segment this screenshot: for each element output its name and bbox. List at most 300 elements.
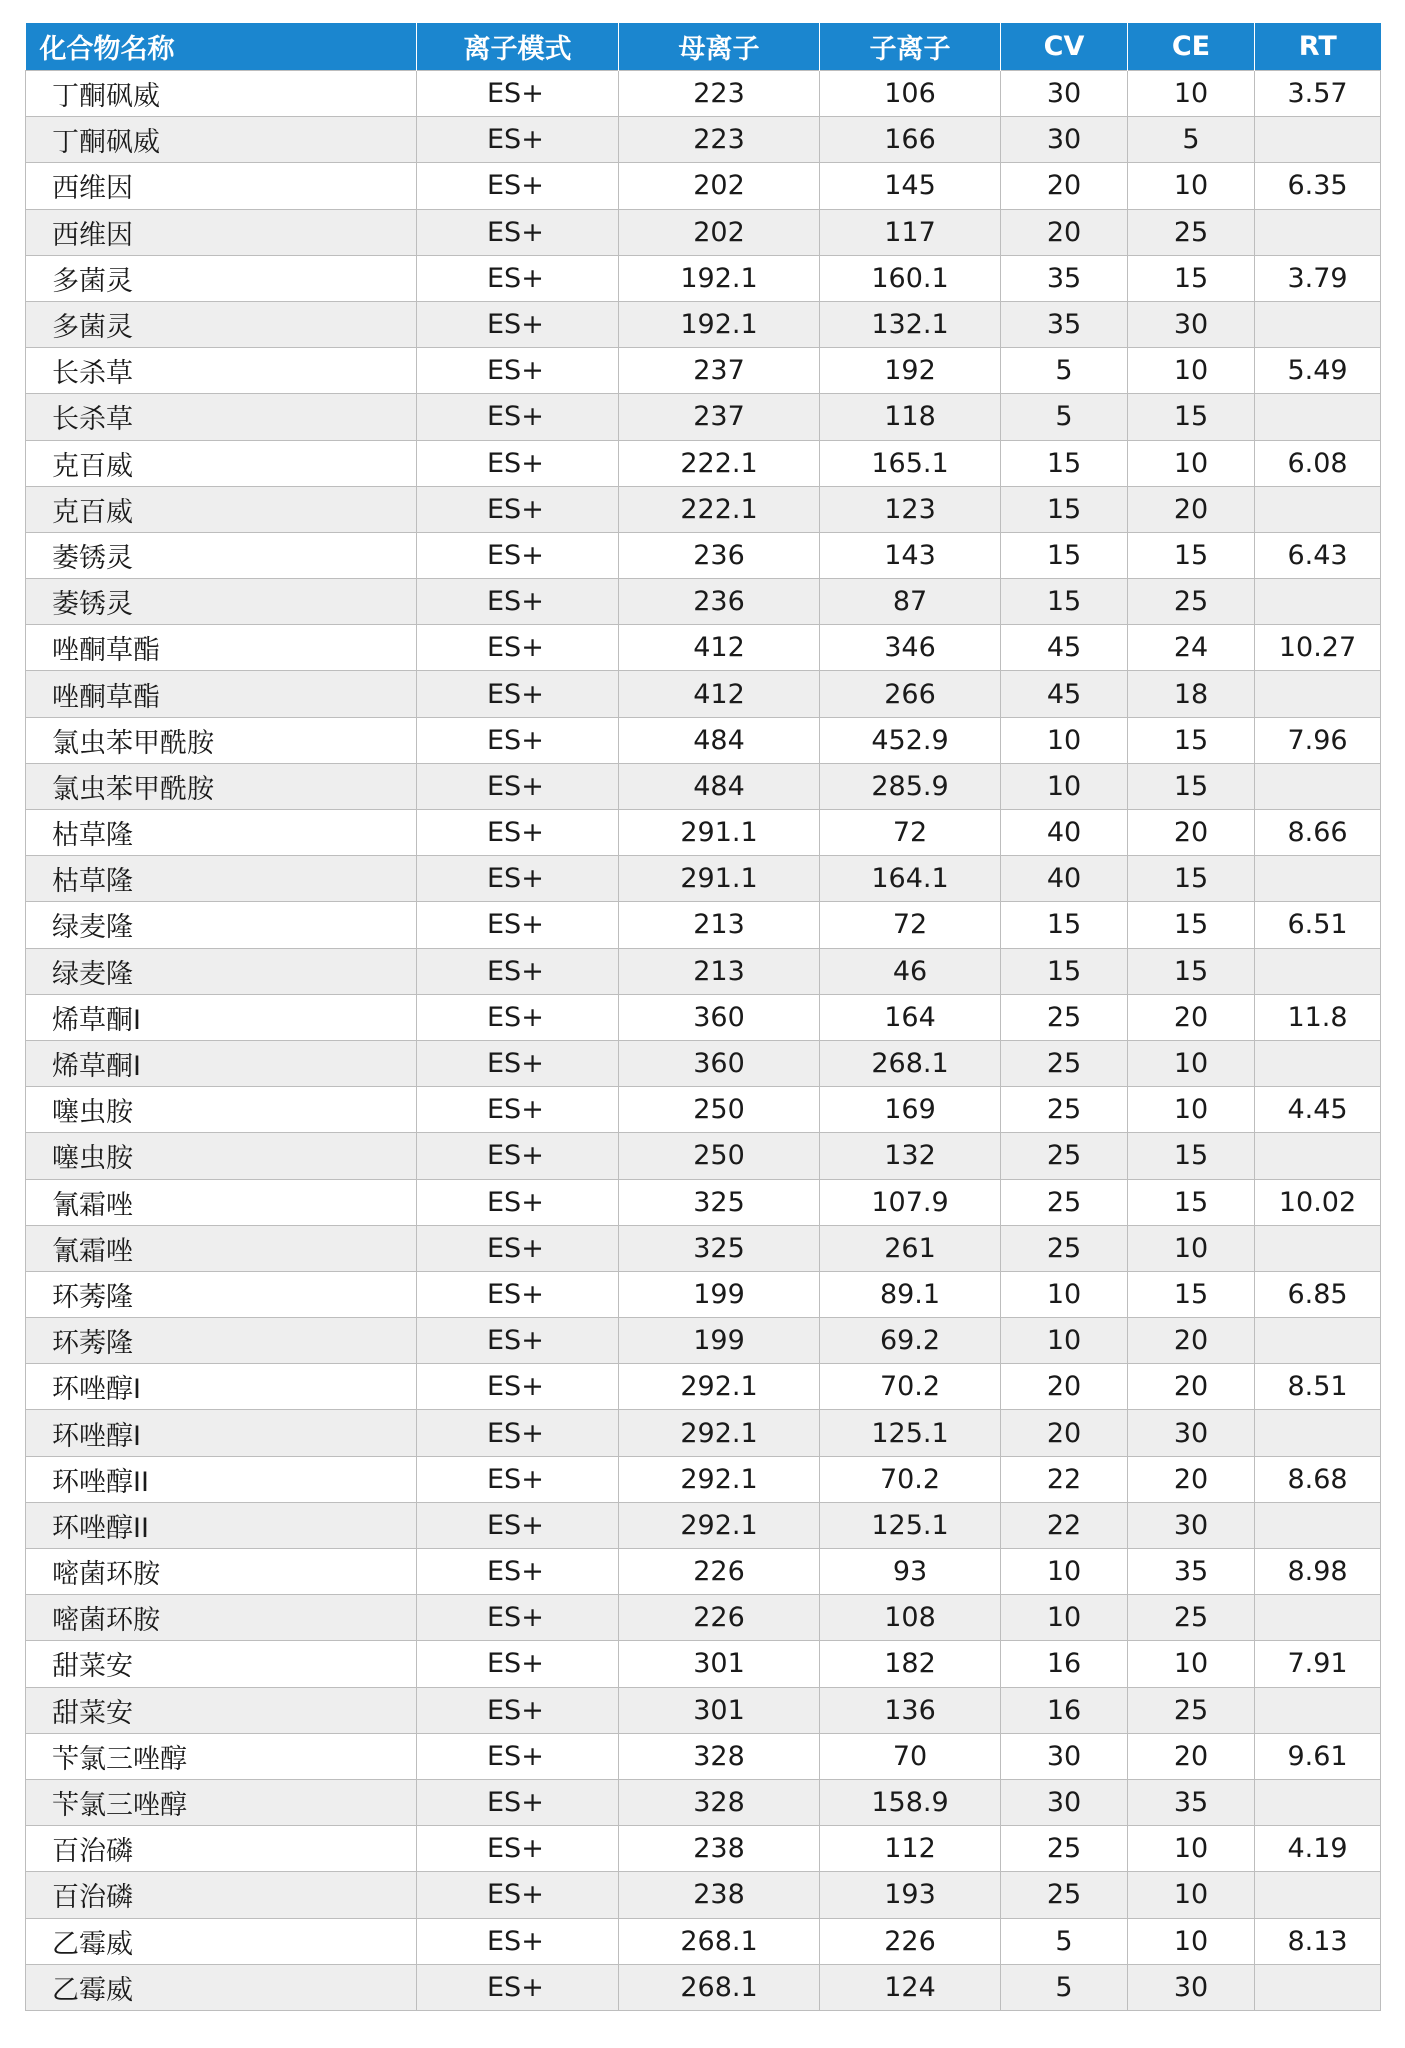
cell-precursor-ion: 292.1 [619, 1456, 820, 1502]
cell-cv: 22 [1001, 1502, 1128, 1548]
cell-product-ion: 72 [820, 810, 1001, 856]
cell-compound-name: 氯虫苯甲酰胺 [26, 717, 417, 763]
cell-precursor-ion: 223 [619, 71, 820, 117]
table-row [26, 348, 1381, 394]
cell-ce: 15 [1128, 856, 1255, 902]
cell-ion-mode: ES+ [417, 1872, 619, 1918]
cell-ce: 20 [1128, 1364, 1255, 1410]
cell-ce: 15 [1128, 1133, 1255, 1179]
table-row [26, 717, 1381, 763]
cell-product-ion: 261 [820, 1225, 1001, 1271]
cell-compound-name: 多菌灵 [26, 255, 417, 301]
cell-compound-name: 克百威 [26, 486, 417, 532]
cell-rt [1255, 579, 1381, 625]
cell-cv: 22 [1001, 1456, 1128, 1502]
cell-rt [1255, 301, 1381, 347]
table-row [26, 1687, 1381, 1733]
cell-ce: 10 [1128, 1040, 1255, 1086]
cell-ce: 15 [1128, 1179, 1255, 1225]
cell-compound-name: 枯草隆 [26, 856, 417, 902]
cell-precursor-ion: 202 [619, 163, 820, 209]
cell-ion-mode: ES+ [417, 763, 619, 809]
cell-precursor-ion: 222.1 [619, 486, 820, 532]
header-cv: CV [1001, 23, 1128, 71]
cell-rt: 8.98 [1255, 1549, 1381, 1595]
cell-precursor-ion: 301 [619, 1641, 820, 1687]
cell-cv: 15 [1001, 486, 1128, 532]
cell-precursor-ion: 213 [619, 948, 820, 994]
cell-cv: 5 [1001, 1964, 1128, 2010]
cell-cv: 20 [1001, 209, 1128, 255]
cell-product-ion: 107.9 [820, 1179, 1001, 1225]
table-row [26, 1872, 1381, 1918]
header-product-ion: 子离子 [820, 23, 1001, 71]
cell-precursor-ion: 268.1 [619, 1964, 820, 2010]
cell-compound-name: 氯虫苯甲酰胺 [26, 763, 417, 809]
cell-cv: 15 [1001, 532, 1128, 578]
table-row [26, 1964, 1381, 2010]
cell-ion-mode: ES+ [417, 394, 619, 440]
cell-cv: 10 [1001, 1595, 1128, 1641]
cell-ion-mode: ES+ [417, 1364, 619, 1410]
cell-product-ion: 346 [820, 625, 1001, 671]
table-row [26, 579, 1381, 625]
table-row [26, 1271, 1381, 1317]
table-row [26, 948, 1381, 994]
cell-cv: 25 [1001, 1040, 1128, 1086]
cell-cv: 45 [1001, 625, 1128, 671]
cell-ce: 15 [1128, 717, 1255, 763]
cell-ion-mode: ES+ [417, 1826, 619, 1872]
cell-product-ion: 160.1 [820, 255, 1001, 301]
cell-ion-mode: ES+ [417, 1779, 619, 1825]
cell-rt [1255, 948, 1381, 994]
table-row [26, 117, 1381, 163]
compound-table-container [25, 23, 1380, 2011]
cell-ce: 10 [1128, 1918, 1255, 1964]
header-ion-mode: 离子模式 [417, 23, 619, 71]
cell-compound-name: 西维因 [26, 209, 417, 255]
cell-cv: 25 [1001, 1826, 1128, 1872]
table-row [26, 1779, 1381, 1825]
cell-rt: 11.8 [1255, 994, 1381, 1040]
cell-cv: 10 [1001, 1549, 1128, 1595]
cell-cv: 16 [1001, 1641, 1128, 1687]
cell-rt [1255, 763, 1381, 809]
cell-cv: 40 [1001, 810, 1128, 856]
cell-rt [1255, 1040, 1381, 1086]
cell-compound-name: 氰霜唑 [26, 1179, 417, 1225]
cell-rt [1255, 1595, 1381, 1641]
cell-ion-mode: ES+ [417, 1918, 619, 1964]
cell-product-ion: 169 [820, 1087, 1001, 1133]
cell-product-ion: 87 [820, 579, 1001, 625]
cell-compound-name: 唑酮草酯 [26, 625, 417, 671]
cell-product-ion: 70 [820, 1733, 1001, 1779]
cell-ion-mode: ES+ [417, 1225, 619, 1271]
cell-ce: 15 [1128, 902, 1255, 948]
cell-precursor-ion: 328 [619, 1779, 820, 1825]
cell-ce: 18 [1128, 671, 1255, 717]
cell-ion-mode: ES+ [417, 579, 619, 625]
table-row [26, 1040, 1381, 1086]
cell-ion-mode: ES+ [417, 671, 619, 717]
cell-compound-name: 环莠隆 [26, 1271, 417, 1317]
cell-rt: 6.08 [1255, 440, 1381, 486]
cell-compound-name: 乙霉威 [26, 1964, 417, 2010]
cell-precursor-ion: 268.1 [619, 1918, 820, 1964]
cell-precursor-ion: 223 [619, 117, 820, 163]
cell-compound-name: 百治磷 [26, 1872, 417, 1918]
cell-ion-mode: ES+ [417, 1641, 619, 1687]
cell-cv: 35 [1001, 301, 1128, 347]
cell-cv: 25 [1001, 1872, 1128, 1918]
cell-ion-mode: ES+ [417, 1179, 619, 1225]
cell-rt: 6.51 [1255, 902, 1381, 948]
table-row [26, 486, 1381, 532]
cell-cv: 30 [1001, 1733, 1128, 1779]
cell-compound-name: 苄氯三唑醇 [26, 1779, 417, 1825]
cell-compound-name: 绿麦隆 [26, 948, 417, 994]
table-row [26, 671, 1381, 717]
cell-ion-mode: ES+ [417, 1456, 619, 1502]
cell-compound-name: 克百威 [26, 440, 417, 486]
cell-compound-name: 枯草隆 [26, 810, 417, 856]
cell-ion-mode: ES+ [417, 948, 619, 994]
cell-compound-name: 萎锈灵 [26, 532, 417, 578]
cell-product-ion: 192 [820, 348, 1001, 394]
cell-ion-mode: ES+ [417, 348, 619, 394]
cell-ce: 30 [1128, 301, 1255, 347]
table-header [26, 23, 1381, 71]
cell-ion-mode: ES+ [417, 1964, 619, 2010]
cell-ion-mode: ES+ [417, 625, 619, 671]
cell-rt: 10.27 [1255, 625, 1381, 671]
cell-ce: 20 [1128, 810, 1255, 856]
cell-rt [1255, 1872, 1381, 1918]
cell-product-ion: 124 [820, 1964, 1001, 2010]
cell-product-ion: 132 [820, 1133, 1001, 1179]
cell-rt [1255, 394, 1381, 440]
cell-cv: 35 [1001, 255, 1128, 301]
cell-compound-name: 唑酮草酯 [26, 671, 417, 717]
cell-precursor-ion: 325 [619, 1225, 820, 1271]
cell-rt: 9.61 [1255, 1733, 1381, 1779]
cell-rt [1255, 1687, 1381, 1733]
cell-cv: 45 [1001, 671, 1128, 717]
cell-cv: 25 [1001, 1225, 1128, 1271]
table-row [26, 1826, 1381, 1872]
cell-ce: 10 [1128, 163, 1255, 209]
cell-rt [1255, 1318, 1381, 1364]
cell-ce: 30 [1128, 1502, 1255, 1548]
cell-cv: 25 [1001, 1179, 1128, 1225]
cell-rt [1255, 1502, 1381, 1548]
cell-rt [1255, 856, 1381, 902]
cell-cv: 5 [1001, 394, 1128, 440]
cell-ion-mode: ES+ [417, 532, 619, 578]
cell-cv: 15 [1001, 902, 1128, 948]
cell-cv: 25 [1001, 1133, 1128, 1179]
cell-compound-name: 噻虫胺 [26, 1087, 417, 1133]
table-row [26, 1179, 1381, 1225]
table-row [26, 1133, 1381, 1179]
cell-ce: 15 [1128, 394, 1255, 440]
cell-compound-name: 多菌灵 [26, 301, 417, 347]
cell-compound-name: 乙霉威 [26, 1918, 417, 1964]
cell-product-ion: 182 [820, 1641, 1001, 1687]
cell-product-ion: 72 [820, 902, 1001, 948]
cell-product-ion: 164.1 [820, 856, 1001, 902]
table-body [26, 71, 1381, 2011]
cell-cv: 30 [1001, 1779, 1128, 1825]
cell-ce: 20 [1128, 994, 1255, 1040]
cell-cv: 20 [1001, 163, 1128, 209]
cell-precursor-ion: 199 [619, 1318, 820, 1364]
table-row [26, 1502, 1381, 1548]
cell-compound-name: 苄氯三唑醇 [26, 1733, 417, 1779]
cell-product-ion: 266 [820, 671, 1001, 717]
cell-compound-name: 西维因 [26, 163, 417, 209]
table-row [26, 1318, 1381, 1364]
cell-ce: 10 [1128, 1826, 1255, 1872]
cell-ion-mode: ES+ [417, 163, 619, 209]
cell-rt: 8.66 [1255, 810, 1381, 856]
cell-ce: 20 [1128, 1733, 1255, 1779]
compound-parameter-table [25, 23, 1381, 2011]
cell-ce: 10 [1128, 1225, 1255, 1271]
cell-rt: 7.96 [1255, 717, 1381, 763]
cell-compound-name: 环唑醇I [26, 1364, 417, 1410]
cell-rt: 7.91 [1255, 1641, 1381, 1687]
cell-rt: 6.85 [1255, 1271, 1381, 1317]
cell-product-ion: 117 [820, 209, 1001, 255]
cell-compound-name: 甜菜安 [26, 1641, 417, 1687]
cell-product-ion: 70.2 [820, 1456, 1001, 1502]
cell-precursor-ion: 238 [619, 1826, 820, 1872]
cell-ce: 20 [1128, 486, 1255, 532]
cell-cv: 15 [1001, 440, 1128, 486]
cell-precursor-ion: 237 [619, 394, 820, 440]
cell-rt [1255, 1410, 1381, 1456]
cell-product-ion: 143 [820, 532, 1001, 578]
cell-cv: 15 [1001, 579, 1128, 625]
table-row [26, 71, 1381, 117]
cell-ion-mode: ES+ [417, 1318, 619, 1364]
header-precursor-ion: 母离子 [619, 23, 820, 71]
cell-precursor-ion: 236 [619, 579, 820, 625]
table-row [26, 1549, 1381, 1595]
cell-precursor-ion: 192.1 [619, 255, 820, 301]
cell-product-ion: 164 [820, 994, 1001, 1040]
cell-compound-name: 噻虫胺 [26, 1133, 417, 1179]
cell-ion-mode: ES+ [417, 856, 619, 902]
cell-cv: 10 [1001, 1271, 1128, 1317]
cell-ce: 10 [1128, 348, 1255, 394]
table-row [26, 440, 1381, 486]
cell-ce: 10 [1128, 440, 1255, 486]
cell-product-ion: 193 [820, 1872, 1001, 1918]
table-row [26, 532, 1381, 578]
cell-compound-name: 丁酮砜威 [26, 71, 417, 117]
cell-compound-name: 萎锈灵 [26, 579, 417, 625]
cell-ce: 5 [1128, 117, 1255, 163]
cell-compound-name: 嘧菌环胺 [26, 1549, 417, 1595]
table-row [26, 902, 1381, 948]
table-row [26, 301, 1381, 347]
cell-rt [1255, 1779, 1381, 1825]
cell-ce: 10 [1128, 1641, 1255, 1687]
cell-rt: 4.19 [1255, 1826, 1381, 1872]
cell-product-ion: 125.1 [820, 1502, 1001, 1548]
table-row [26, 394, 1381, 440]
cell-ion-mode: ES+ [417, 902, 619, 948]
header-rt: RT [1255, 23, 1381, 71]
table-row [26, 1641, 1381, 1687]
cell-compound-name: 氰霜唑 [26, 1225, 417, 1271]
cell-product-ion: 123 [820, 486, 1001, 532]
cell-ion-mode: ES+ [417, 717, 619, 763]
cell-ion-mode: ES+ [417, 1040, 619, 1086]
cell-rt [1255, 486, 1381, 532]
cell-ce: 10 [1128, 1087, 1255, 1133]
cell-product-ion: 285.9 [820, 763, 1001, 809]
cell-product-ion: 226 [820, 1918, 1001, 1964]
cell-cv: 16 [1001, 1687, 1128, 1733]
table-row [26, 763, 1381, 809]
cell-compound-name: 环莠隆 [26, 1318, 417, 1364]
cell-cv: 10 [1001, 717, 1128, 763]
cell-product-ion: 132.1 [820, 301, 1001, 347]
cell-ion-mode: ES+ [417, 810, 619, 856]
cell-rt [1255, 209, 1381, 255]
cell-cv: 30 [1001, 71, 1128, 117]
cell-ion-mode: ES+ [417, 440, 619, 486]
cell-ion-mode: ES+ [417, 1687, 619, 1733]
cell-rt: 4.45 [1255, 1087, 1381, 1133]
cell-product-ion: 112 [820, 1826, 1001, 1872]
cell-ion-mode: ES+ [417, 71, 619, 117]
cell-product-ion: 165.1 [820, 440, 1001, 486]
cell-ce: 25 [1128, 1595, 1255, 1641]
cell-product-ion: 158.9 [820, 1779, 1001, 1825]
cell-ce: 15 [1128, 1271, 1255, 1317]
cell-ce: 25 [1128, 209, 1255, 255]
cell-compound-name: 百治磷 [26, 1826, 417, 1872]
cell-product-ion: 166 [820, 117, 1001, 163]
cell-precursor-ion: 292.1 [619, 1502, 820, 1548]
cell-product-ion: 89.1 [820, 1271, 1001, 1317]
header-row [26, 23, 1381, 71]
table-row [26, 1918, 1381, 1964]
cell-ce: 20 [1128, 1456, 1255, 1502]
cell-compound-name: 嘧菌环胺 [26, 1595, 417, 1641]
table-row [26, 1456, 1381, 1502]
cell-precursor-ion: 236 [619, 532, 820, 578]
cell-ce: 15 [1128, 948, 1255, 994]
cell-rt: 8.13 [1255, 1918, 1381, 1964]
cell-product-ion: 118 [820, 394, 1001, 440]
cell-cv: 10 [1001, 763, 1128, 809]
cell-ce: 15 [1128, 255, 1255, 301]
cell-cv: 20 [1001, 1410, 1128, 1456]
cell-rt [1255, 1225, 1381, 1271]
table-row [26, 1595, 1381, 1641]
cell-rt: 6.43 [1255, 532, 1381, 578]
table-row [26, 1733, 1381, 1779]
cell-product-ion: 93 [820, 1549, 1001, 1595]
cell-precursor-ion: 237 [619, 348, 820, 394]
cell-product-ion: 125.1 [820, 1410, 1001, 1456]
cell-cv: 15 [1001, 948, 1128, 994]
cell-ce: 30 [1128, 1964, 1255, 2010]
cell-product-ion: 70.2 [820, 1364, 1001, 1410]
cell-ion-mode: ES+ [417, 1410, 619, 1456]
cell-precursor-ion: 412 [619, 671, 820, 717]
cell-ion-mode: ES+ [417, 486, 619, 532]
cell-precursor-ion: 226 [619, 1549, 820, 1595]
table-row [26, 1364, 1381, 1410]
cell-ion-mode: ES+ [417, 255, 619, 301]
cell-precursor-ion: 226 [619, 1595, 820, 1641]
cell-ion-mode: ES+ [417, 301, 619, 347]
cell-cv: 5 [1001, 348, 1128, 394]
cell-cv: 30 [1001, 117, 1128, 163]
cell-rt [1255, 1964, 1381, 2010]
cell-ce: 30 [1128, 1410, 1255, 1456]
cell-product-ion: 145 [820, 163, 1001, 209]
cell-rt: 5.49 [1255, 348, 1381, 394]
cell-rt [1255, 117, 1381, 163]
cell-product-ion: 108 [820, 1595, 1001, 1641]
cell-precursor-ion: 291.1 [619, 810, 820, 856]
cell-precursor-ion: 213 [619, 902, 820, 948]
table-row [26, 625, 1381, 671]
cell-rt: 6.35 [1255, 163, 1381, 209]
table-row [26, 994, 1381, 1040]
cell-ion-mode: ES+ [417, 1549, 619, 1595]
cell-rt: 10.02 [1255, 1179, 1381, 1225]
cell-compound-name: 长杀草 [26, 394, 417, 440]
cell-ce: 20 [1128, 1318, 1255, 1364]
table-row [26, 1087, 1381, 1133]
cell-compound-name: 丁酮砜威 [26, 117, 417, 163]
cell-precursor-ion: 484 [619, 717, 820, 763]
cell-ion-mode: ES+ [417, 994, 619, 1040]
cell-product-ion: 106 [820, 71, 1001, 117]
cell-precursor-ion: 291.1 [619, 856, 820, 902]
table-row [26, 163, 1381, 209]
cell-ce: 15 [1128, 532, 1255, 578]
cell-ion-mode: ES+ [417, 117, 619, 163]
cell-precursor-ion: 484 [619, 763, 820, 809]
cell-precursor-ion: 192.1 [619, 301, 820, 347]
cell-ion-mode: ES+ [417, 1133, 619, 1179]
cell-product-ion: 268.1 [820, 1040, 1001, 1086]
cell-cv: 20 [1001, 1364, 1128, 1410]
table-row [26, 209, 1381, 255]
cell-ce: 25 [1128, 1687, 1255, 1733]
cell-ion-mode: ES+ [417, 1595, 619, 1641]
cell-compound-name: 烯草酮I [26, 1040, 417, 1086]
cell-ion-mode: ES+ [417, 209, 619, 255]
table-row [26, 810, 1381, 856]
cell-precursor-ion: 301 [619, 1687, 820, 1733]
cell-compound-name: 环唑醇II [26, 1456, 417, 1502]
cell-cv: 40 [1001, 856, 1128, 902]
cell-product-ion: 136 [820, 1687, 1001, 1733]
cell-cv: 25 [1001, 994, 1128, 1040]
